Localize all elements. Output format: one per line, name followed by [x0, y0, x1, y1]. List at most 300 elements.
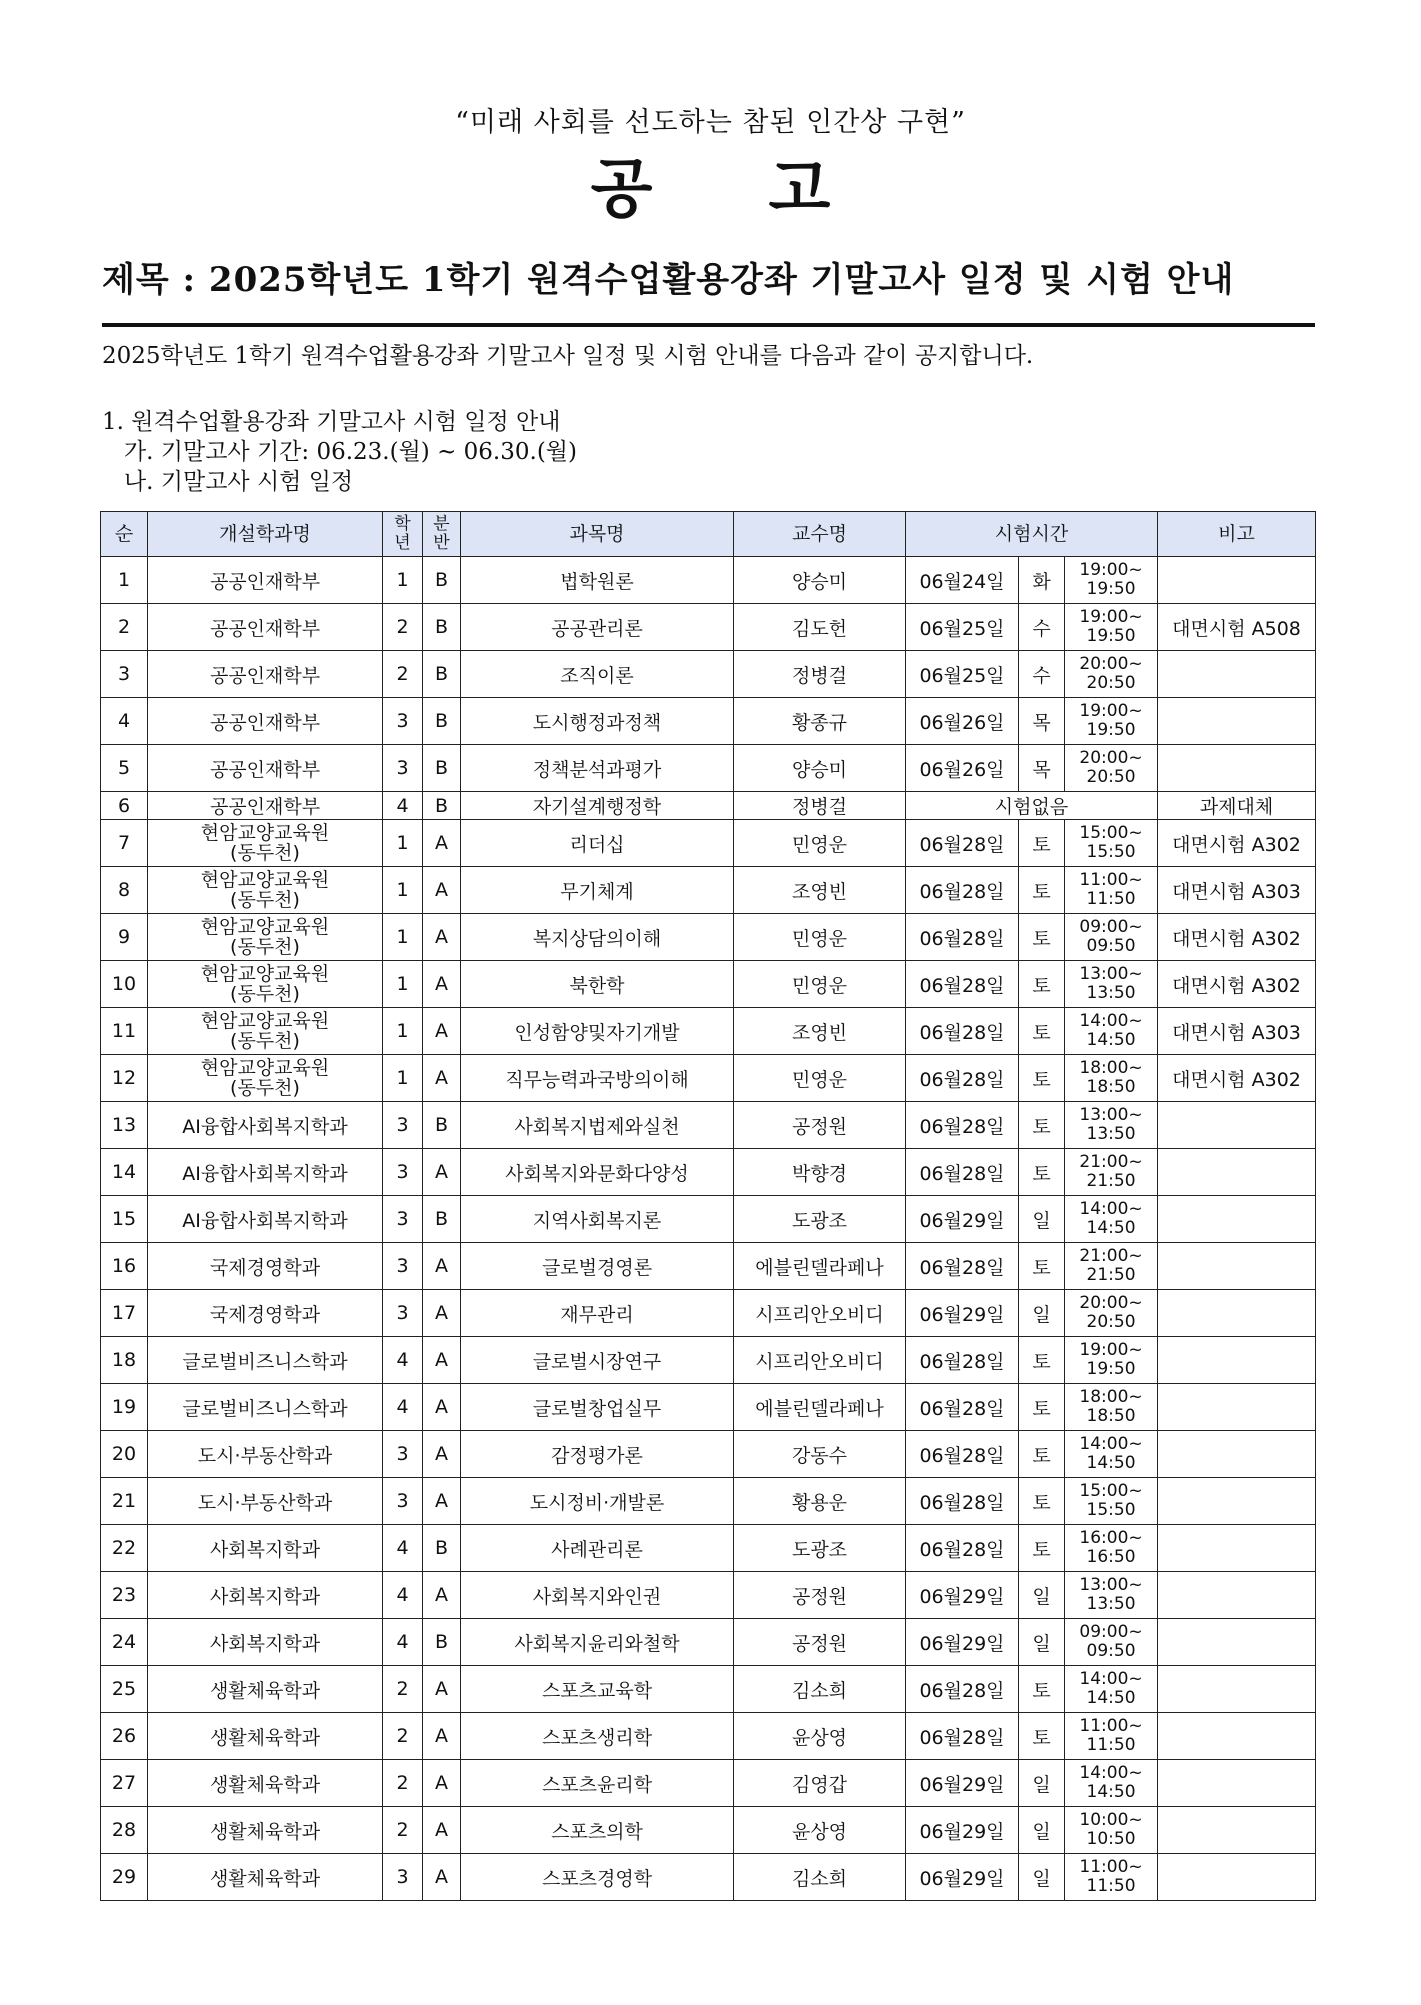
- header-note: 비고: [1158, 512, 1316, 557]
- exam-day: 목: [1019, 698, 1065, 745]
- exam-start: 14:00~: [1079, 1434, 1143, 1454]
- note: 대면시험 A508: [1158, 604, 1316, 651]
- professor-name: 박향경: [734, 1149, 906, 1196]
- exam-time: [1065, 1290, 1158, 1337]
- exam-day: 일: [1019, 1196, 1065, 1243]
- table-row: [101, 1807, 1316, 1854]
- exam-start: 19:00~: [1079, 701, 1143, 721]
- course-name: 글로벌시장연구: [461, 1337, 734, 1384]
- course-name: 스포츠윤리학: [461, 1760, 734, 1807]
- exam-date: 06월25일: [906, 651, 1019, 698]
- header-course: 과목명: [461, 512, 734, 557]
- dept-name-line2: (동두천): [230, 889, 300, 911]
- exam-time: [1065, 867, 1158, 914]
- grade: 4: [383, 1337, 423, 1384]
- note: [1158, 557, 1316, 604]
- exam-day: 화: [1019, 557, 1065, 604]
- dept-name: 글로벌비즈니스학과: [148, 1384, 383, 1431]
- professor-name: 도광조: [734, 1525, 906, 1572]
- exam-time: [1065, 1854, 1158, 1901]
- class-section: B: [423, 1525, 461, 1572]
- professor-name: 양승미: [734, 745, 906, 792]
- class-section: A: [423, 1807, 461, 1854]
- row-no: 10: [101, 961, 148, 1008]
- professor-name: 민영운: [734, 914, 906, 961]
- exam-time: [1065, 1666, 1158, 1713]
- exam-end: 14:50: [1086, 1688, 1136, 1708]
- exam-date: 06월28일: [906, 1666, 1019, 1713]
- note: [1158, 1854, 1316, 1901]
- row-no: 22: [101, 1525, 148, 1572]
- note: [1158, 1525, 1316, 1572]
- grade: 1: [383, 1008, 423, 1055]
- note: [1158, 651, 1316, 698]
- dept-name: [148, 914, 383, 961]
- table-row: [101, 1666, 1316, 1713]
- note: [1158, 1807, 1316, 1854]
- table-row: [101, 1055, 1316, 1102]
- grade: 3: [383, 1431, 423, 1478]
- exam-start: 19:00~: [1079, 1340, 1143, 1360]
- dept-name-line1: 현암교양교육원: [200, 822, 330, 844]
- exam-start: 15:00~: [1079, 1481, 1143, 1501]
- table-row: [101, 1619, 1316, 1666]
- table-row: [101, 1760, 1316, 1807]
- note: 대면시험 A302: [1158, 820, 1316, 867]
- exam-day: 일: [1019, 1807, 1065, 1854]
- exam-end: 14:50: [1086, 1030, 1136, 1050]
- exam-day: 토: [1019, 1666, 1065, 1713]
- table-row: [101, 698, 1316, 745]
- course-name: 스포츠생리학: [461, 1713, 734, 1760]
- row-no: 11: [101, 1008, 148, 1055]
- dept-name: 공공인재학부: [148, 651, 383, 698]
- class-section: A: [423, 1713, 461, 1760]
- dept-name-line1: 현암교양교육원: [200, 1057, 330, 1079]
- section-1-item-a: 가. 기말고사 기간: 06.23.(월) ~ 06.30.(월): [102, 439, 577, 465]
- exam-date: 06월28일: [906, 914, 1019, 961]
- note: 대면시험 A302: [1158, 961, 1316, 1008]
- exam-start: 18:00~: [1079, 1058, 1143, 1078]
- exam-end: 20:50: [1086, 673, 1136, 693]
- table-row: [101, 651, 1316, 698]
- course-name: 법학원론: [461, 557, 734, 604]
- exam-start: 14:00~: [1079, 1669, 1143, 1689]
- exam-date: 06월28일: [906, 1008, 1019, 1055]
- class-section: B: [423, 604, 461, 651]
- row-no: 28: [101, 1807, 148, 1854]
- section-1: [102, 407, 577, 497]
- grade: 4: [383, 1619, 423, 1666]
- note: [1158, 1384, 1316, 1431]
- class-section: B: [423, 1196, 461, 1243]
- exam-start: 21:00~: [1079, 1246, 1143, 1266]
- exam-date: 06월29일: [906, 1572, 1019, 1619]
- exam-day: 일: [1019, 1572, 1065, 1619]
- title-divider: [102, 323, 1315, 327]
- class-section: A: [423, 1243, 461, 1290]
- table-body: [101, 557, 1316, 1901]
- exam-end: 20:50: [1086, 1312, 1136, 1332]
- course-name: 북한학: [461, 961, 734, 1008]
- exam-date: 06월28일: [906, 1102, 1019, 1149]
- exam-time: [1065, 1619, 1158, 1666]
- grade: 3: [383, 1196, 423, 1243]
- exam-day: 수: [1019, 604, 1065, 651]
- professor-name: 조영빈: [734, 1008, 906, 1055]
- exam-end: 14:50: [1086, 1782, 1136, 1802]
- exam-end: 13:50: [1086, 1594, 1136, 1614]
- professor-name: 황용운: [734, 1478, 906, 1525]
- dept-name: [148, 867, 383, 914]
- exam-day: 토: [1019, 1149, 1065, 1196]
- exam-date: 06월28일: [906, 1384, 1019, 1431]
- exam-day: 토: [1019, 1431, 1065, 1478]
- notice-heading-char: 공: [590, 152, 653, 227]
- section-1-item-b: 나. 기말고사 시험 일정: [102, 469, 354, 495]
- professor-name: 정병걸: [734, 792, 906, 820]
- header-no: 순: [101, 512, 148, 557]
- professor-name: 강동수: [734, 1431, 906, 1478]
- dept-name-line2: (동두천): [230, 842, 300, 864]
- grade: 1: [383, 867, 423, 914]
- exam-time: [1065, 1243, 1158, 1290]
- dept-name-line2: (동두천): [230, 936, 300, 958]
- exam-end: 18:50: [1086, 1406, 1136, 1426]
- course-name: 사회복지법제와실천: [461, 1102, 734, 1149]
- note: [1158, 1243, 1316, 1290]
- grade: 2: [383, 604, 423, 651]
- professor-name: 김도헌: [734, 604, 906, 651]
- course-name: 지역사회복지론: [461, 1196, 734, 1243]
- class-section: A: [423, 1008, 461, 1055]
- grade: 3: [383, 1149, 423, 1196]
- dept-name: 생활체육학과: [148, 1854, 383, 1901]
- exam-start: 16:00~: [1079, 1528, 1143, 1548]
- exam-date: 06월29일: [906, 1854, 1019, 1901]
- exam-end: 20:50: [1086, 767, 1136, 787]
- class-section: B: [423, 557, 461, 604]
- course-name: 사회복지윤리와철학: [461, 1619, 734, 1666]
- exam-day: 토: [1019, 1102, 1065, 1149]
- table-row: [101, 1713, 1316, 1760]
- slogan: “미래 사회를 선도하는 참된 인간상 구현”: [455, 107, 966, 138]
- subject-title: 제목 : 2025학년도 1학기 원격수업활용강좌 기말고사 일정 및 시험 안내: [102, 260, 1235, 300]
- course-name: 인성함양및자기개발: [461, 1008, 734, 1055]
- table-row: [101, 1102, 1316, 1149]
- class-section: A: [423, 867, 461, 914]
- course-name: 감정평가론: [461, 1431, 734, 1478]
- exam-time: [1065, 745, 1158, 792]
- exam-day: 토: [1019, 820, 1065, 867]
- exam-start: 13:00~: [1079, 1105, 1143, 1125]
- exam-end: 15:50: [1086, 842, 1136, 862]
- course-name: 글로벌경영론: [461, 1243, 734, 1290]
- grade: 3: [383, 1854, 423, 1901]
- note: [1158, 1431, 1316, 1478]
- grade: 2: [383, 1807, 423, 1854]
- exam-day: 토: [1019, 1525, 1065, 1572]
- exam-start: 15:00~: [1079, 823, 1143, 843]
- dept-name-line2: (동두천): [230, 983, 300, 1005]
- no-exam: 시험없음: [906, 792, 1158, 820]
- dept-name: 사회복지학과: [148, 1525, 383, 1572]
- course-name: 스포츠교육학: [461, 1666, 734, 1713]
- note: [1158, 1572, 1316, 1619]
- exam-end: 19:50: [1086, 720, 1136, 740]
- class-section: B: [423, 1102, 461, 1149]
- row-no: 26: [101, 1713, 148, 1760]
- row-no: 23: [101, 1572, 148, 1619]
- course-name: 사회복지와인권: [461, 1572, 734, 1619]
- grade: 3: [383, 1478, 423, 1525]
- course-name: 자기설계행정학: [461, 792, 734, 820]
- course-name: 재무관리: [461, 1290, 734, 1337]
- course-name: 스포츠의학: [461, 1807, 734, 1854]
- dept-name: [148, 1008, 383, 1055]
- professor-name: 에블린델라페나: [734, 1384, 906, 1431]
- dept-name: 도시·부동산학과: [148, 1431, 383, 1478]
- exam-start: 21:00~: [1079, 1152, 1143, 1172]
- exam-day: 토: [1019, 1055, 1065, 1102]
- exam-time: [1065, 1760, 1158, 1807]
- table-row: [101, 1243, 1316, 1290]
- exam-start: 20:00~: [1079, 748, 1143, 768]
- table-row: [101, 961, 1316, 1008]
- header-professor: 교수명: [734, 512, 906, 557]
- course-name: 도시정비·개발론: [461, 1478, 734, 1525]
- course-name: 사회복지와문화다양성: [461, 1149, 734, 1196]
- grade: 4: [383, 1572, 423, 1619]
- course-name: 리더십: [461, 820, 734, 867]
- row-no: 1: [101, 557, 148, 604]
- exam-start: 14:00~: [1079, 1199, 1143, 1219]
- professor-name: 도광조: [734, 1196, 906, 1243]
- dept-name-line1: 현암교양교육원: [200, 916, 330, 938]
- professor-name: 김소희: [734, 1666, 906, 1713]
- professor-name: 시프리안오비디: [734, 1337, 906, 1384]
- exam-day: 일: [1019, 1760, 1065, 1807]
- exam-day: 토: [1019, 867, 1065, 914]
- exam-end: 09:50: [1086, 936, 1136, 956]
- exam-time: [1065, 1102, 1158, 1149]
- grade: 2: [383, 651, 423, 698]
- row-no: 7: [101, 820, 148, 867]
- row-no: 20: [101, 1431, 148, 1478]
- exam-start: 09:00~: [1079, 1622, 1143, 1642]
- table-row: [101, 1525, 1316, 1572]
- exam-time: [1065, 914, 1158, 961]
- note: 대면시험 A302: [1158, 914, 1316, 961]
- exam-date: 06월29일: [906, 1619, 1019, 1666]
- note: 대면시험 A303: [1158, 867, 1316, 914]
- exam-date: 06월28일: [906, 1525, 1019, 1572]
- grade: 4: [383, 1525, 423, 1572]
- row-no: 18: [101, 1337, 148, 1384]
- class-section: A: [423, 914, 461, 961]
- exam-start: 11:00~: [1079, 870, 1143, 890]
- note: [1158, 745, 1316, 792]
- exam-end: 21:50: [1086, 1265, 1136, 1285]
- exam-date: 06월28일: [906, 1478, 1019, 1525]
- professor-name: 윤상영: [734, 1713, 906, 1760]
- exam-end: 09:50: [1086, 1641, 1136, 1661]
- class-section: A: [423, 820, 461, 867]
- class-section: A: [423, 1055, 461, 1102]
- exam-schedule-table: [100, 511, 1316, 1901]
- exam-day: 토: [1019, 1337, 1065, 1384]
- grade: 2: [383, 1666, 423, 1713]
- row-no: 4: [101, 698, 148, 745]
- course-name: 도시행정과정책: [461, 698, 734, 745]
- table-row: [101, 745, 1316, 792]
- exam-time: [1065, 1008, 1158, 1055]
- exam-date: 06월28일: [906, 820, 1019, 867]
- dept-name: AI융합사회복지학과: [148, 1102, 383, 1149]
- dept-name: AI융합사회복지학과: [148, 1149, 383, 1196]
- class-section: A: [423, 1572, 461, 1619]
- exam-end: 18:50: [1086, 1077, 1136, 1097]
- exam-time: [1065, 698, 1158, 745]
- row-no: 24: [101, 1619, 148, 1666]
- table-row: [101, 1384, 1316, 1431]
- exam-day: 토: [1019, 1243, 1065, 1290]
- professor-name: 양승미: [734, 557, 906, 604]
- dept-name: 사회복지학과: [148, 1619, 383, 1666]
- dept-name-line1: 현암교양교육원: [200, 963, 330, 985]
- course-name: 스포츠경영학: [461, 1854, 734, 1901]
- row-no: 6: [101, 792, 148, 820]
- class-section: A: [423, 1337, 461, 1384]
- exam-day: 일: [1019, 1619, 1065, 1666]
- header-dept: 개설학과명: [148, 512, 383, 557]
- exam-time: [1065, 1478, 1158, 1525]
- row-no: 3: [101, 651, 148, 698]
- dept-name: 국제경영학과: [148, 1243, 383, 1290]
- exam-time: [1065, 1196, 1158, 1243]
- row-no: 15: [101, 1196, 148, 1243]
- exam-start: 19:00~: [1079, 607, 1143, 627]
- exam-date: 06월28일: [906, 1337, 1019, 1384]
- exam-date: 06월26일: [906, 698, 1019, 745]
- class-section: A: [423, 1760, 461, 1807]
- exam-time: [1065, 1713, 1158, 1760]
- row-no: 27: [101, 1760, 148, 1807]
- grade: 4: [383, 1384, 423, 1431]
- dept-name: 공공인재학부: [148, 557, 383, 604]
- exam-date: 06월28일: [906, 1243, 1019, 1290]
- row-no: 13: [101, 1102, 148, 1149]
- class-section: B: [423, 745, 461, 792]
- exam-end: 13:50: [1086, 1124, 1136, 1144]
- exam-day: 수: [1019, 651, 1065, 698]
- exam-time: [1065, 1149, 1158, 1196]
- exam-date: 06월28일: [906, 867, 1019, 914]
- course-name: 무기체계: [461, 867, 734, 914]
- exam-date: 06월28일: [906, 1149, 1019, 1196]
- exam-end: 14:50: [1086, 1218, 1136, 1238]
- exam-end: 19:50: [1086, 1359, 1136, 1379]
- table-row: [101, 1196, 1316, 1243]
- class-section: A: [423, 1478, 461, 1525]
- class-section: B: [423, 1619, 461, 1666]
- grade: 2: [383, 1760, 423, 1807]
- course-name: 조직이론: [461, 651, 734, 698]
- grade: 3: [383, 745, 423, 792]
- note: 과제대체: [1158, 792, 1316, 820]
- exam-day: 토: [1019, 961, 1065, 1008]
- dept-name: 국제경영학과: [148, 1290, 383, 1337]
- exam-time: [1065, 1431, 1158, 1478]
- exam-date: 06월24일: [906, 557, 1019, 604]
- exam-start: 09:00~: [1079, 917, 1143, 937]
- grade: 3: [383, 698, 423, 745]
- class-section: A: [423, 1149, 461, 1196]
- grade: 3: [383, 1290, 423, 1337]
- table-row: [101, 867, 1316, 914]
- table-row: [101, 1854, 1316, 1901]
- dept-name: AI융합사회복지학과: [148, 1196, 383, 1243]
- intro-text: 2025학년도 1학기 원격수업활용강좌 기말고사 일정 및 시험 안내를 다음과 같이 공지합니다.: [102, 343, 1034, 369]
- exam-date: 06월29일: [906, 1760, 1019, 1807]
- class-section: A: [423, 1290, 461, 1337]
- table-row: [101, 604, 1316, 651]
- professor-name: 공정원: [734, 1102, 906, 1149]
- dept-name-line2: (동두천): [230, 1030, 300, 1052]
- dept-name: [148, 820, 383, 867]
- notice-heading: [0, 138, 1421, 230]
- dept-name: 도시·부동산학과: [148, 1478, 383, 1525]
- exam-date: 06월29일: [906, 1807, 1019, 1854]
- professor-name: 윤상영: [734, 1807, 906, 1854]
- exam-day: 토: [1019, 1008, 1065, 1055]
- exam-time: [1065, 1525, 1158, 1572]
- exam-date: 06월29일: [906, 1290, 1019, 1337]
- row-no: 17: [101, 1290, 148, 1337]
- header-grade: 학 년: [383, 512, 423, 557]
- course-name: 정책분석과평가: [461, 745, 734, 792]
- table-row: [101, 1337, 1316, 1384]
- row-no: 25: [101, 1666, 148, 1713]
- dept-name: 공공인재학부: [148, 604, 383, 651]
- exam-start: 11:00~: [1079, 1857, 1143, 1877]
- exam-date: 06월26일: [906, 745, 1019, 792]
- exam-end: 16:50: [1086, 1547, 1136, 1567]
- professor-name: 공정원: [734, 1572, 906, 1619]
- grade: 3: [383, 1243, 423, 1290]
- note: 대면시험 A302: [1158, 1055, 1316, 1102]
- note: [1158, 1337, 1316, 1384]
- course-name: 사례관리론: [461, 1525, 734, 1572]
- grade: 1: [383, 914, 423, 961]
- note: [1158, 1102, 1316, 1149]
- note: [1158, 1666, 1316, 1713]
- professor-name: 조영빈: [734, 867, 906, 914]
- exam-end: 11:50: [1086, 1735, 1136, 1755]
- note: [1158, 1713, 1316, 1760]
- exam-start: 20:00~: [1079, 1293, 1143, 1313]
- exam-end: 13:50: [1086, 983, 1136, 1003]
- dept-name: 생활체육학과: [148, 1760, 383, 1807]
- class-section: B: [423, 651, 461, 698]
- course-name: 공공관리론: [461, 604, 734, 651]
- exam-date: 06월28일: [906, 1431, 1019, 1478]
- header-exam-time: 시험시간: [906, 512, 1158, 557]
- row-no: 19: [101, 1384, 148, 1431]
- exam-end: 19:50: [1086, 579, 1136, 599]
- exam-time: [1065, 651, 1158, 698]
- exam-day: 토: [1019, 1713, 1065, 1760]
